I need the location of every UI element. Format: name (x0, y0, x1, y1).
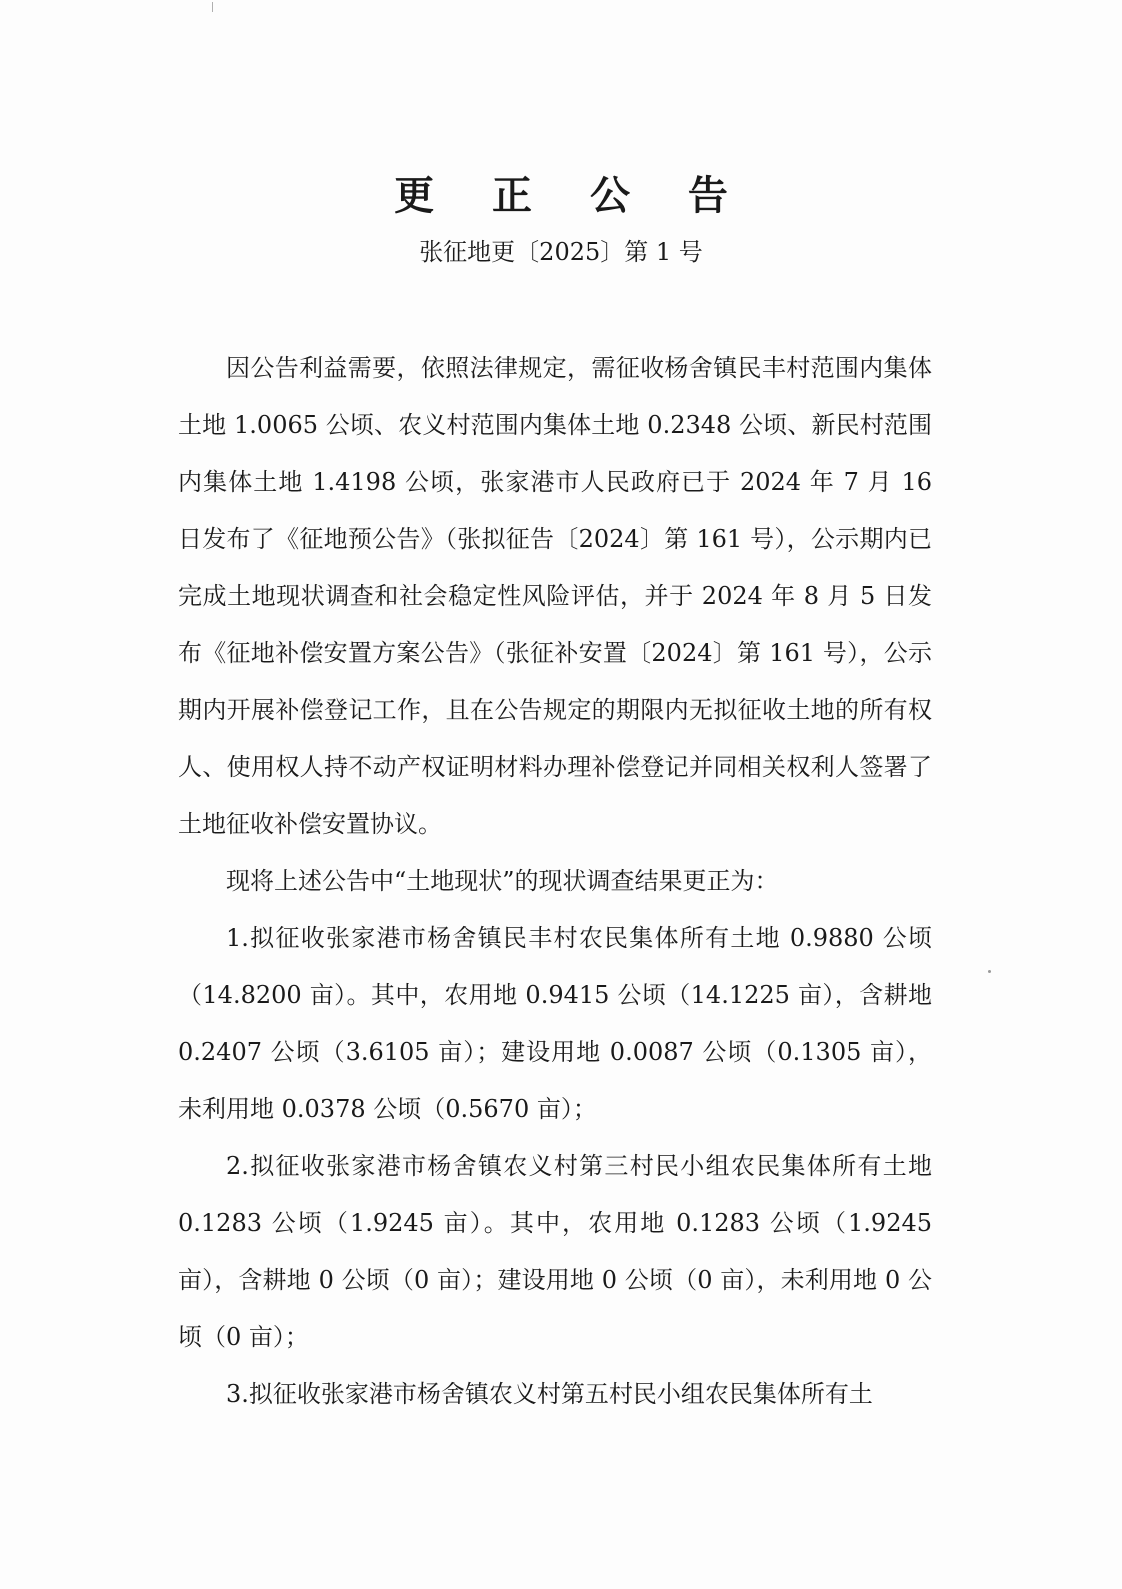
paragraph-item-1: 1.拟征收张家港市杨舍镇民丰村农民集体所有土地 0.9880 公顷（14.8200 亩）。其中，农用地 0.9415 公顷（14.1225 亩），含耕地 0.2407 公顷（3.6105 亩）；建设用地 0.0087 公顷（0.1305 亩），未利用地 0.0378 公顷（0.5670 亩）； (178, 924, 932, 1123)
paragraph-item-2: 2.拟征收张家港市杨舍镇农义村第三村民小组农民集体所有土地 0.1283 公顷（1.9245 亩）。其中，农用地 0.1283 公顷（1.9245 亩），含耕地 0 公顷（0 亩）；建设用地 0 公顷（0 亩），未利用地 0 公顷（0 亩）； (178, 1152, 932, 1351)
scan-artifact (212, 2, 213, 12)
document-title: 更 正 公 告 (394, 173, 750, 219)
document-body (178, 340, 932, 1423)
paragraph-intro: 因公告利益需要，依照法律规定，需征收杨舍镇民丰村范围内集体土地 1.0065 公顷、农义村范围内集体土地 0.2348 公顷、新民村范围内集体土地 1.4198 公顷，张家港市人民政府已于 2024 年 7 月 16 日发布了《征地预公告》（张拟征告〔2024〕第 161 号），公示期内已完成土地现状调查和社会稳定性风险评估，并于 2024 年 8 月 5 日发布《征地补偿安置方案公告》（张征补安置〔2024〕第 161 号），公示期内开展补偿登记工作，且在公告规定的期限内无拟征收土地的所有权人、使用权人持不动产权证明材料办理补偿登记并同相关权利人签署了土地征收补偿安置协议。 (178, 354, 932, 838)
paragraph-item-3: 3.拟征收张家港市杨舍镇农义村第五村民小组农民集体所有土 (226, 1380, 873, 1408)
scan-artifact (988, 970, 991, 973)
paragraph-correction-lead: 现将上述公告中“土地现状”的现状调查结果更正为： (226, 867, 779, 895)
document-number: 张征地更〔2025〕第 1 号 (419, 238, 703, 266)
